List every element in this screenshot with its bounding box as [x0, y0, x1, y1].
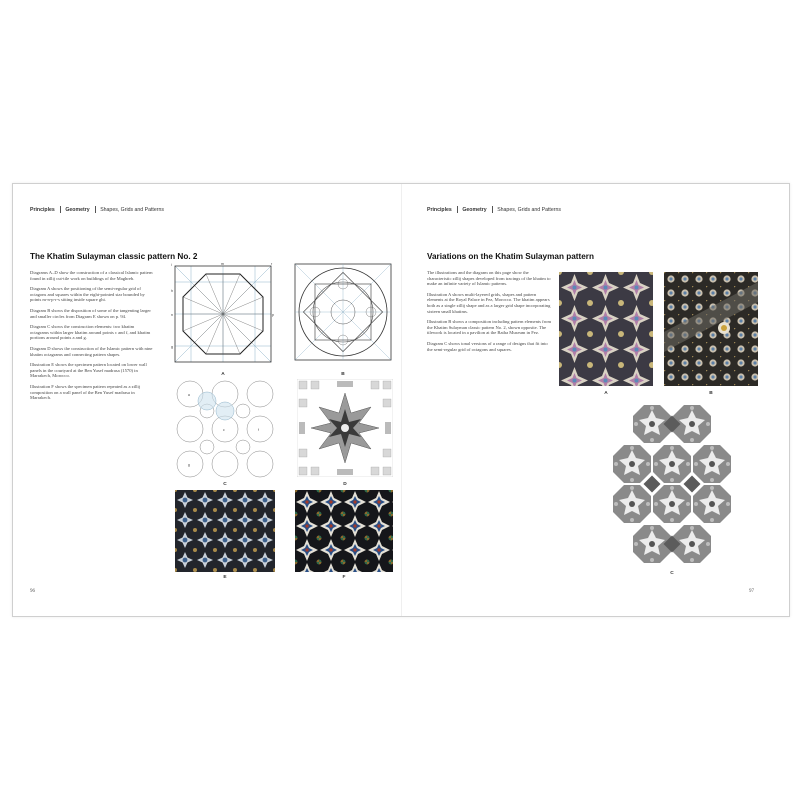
caption-d-left: D	[343, 482, 347, 487]
body-paragraph: Diagram D shows the construction of the Islamic pattern with nine khatim octagrams and connecting pattern shapes.	[30, 345, 153, 357]
breadcrumb-geometry: Geometry	[65, 206, 90, 213]
caption-c-left: C	[223, 482, 227, 487]
svg-text:i: i	[171, 263, 172, 267]
svg-text:a: a	[188, 393, 190, 397]
caption-a-left: A	[221, 372, 225, 377]
breadcrumb-section: Shapes, Grids and Patterns	[497, 206, 561, 213]
gutter	[401, 184, 402, 616]
svg-text:h: h	[171, 289, 173, 293]
caption-b-left: B	[341, 372, 345, 377]
diagram-d	[297, 379, 393, 477]
illustration-f	[295, 490, 393, 572]
illustration-e	[175, 490, 275, 572]
svg-text:g: g	[188, 463, 190, 467]
breadcrumb-principles: Principles	[427, 206, 452, 213]
body-paragraph: The illustrations and the diagram on this page show the characteristic zillij shapes developed from tracings of the khatim to make an infinite variety of Islamic patterns.	[427, 270, 551, 287]
right-diagram-c	[611, 402, 733, 567]
diagram-c	[175, 379, 275, 479]
right-folio: 97	[749, 589, 754, 594]
body-paragraph: Diagram A shows the positioning of the semi-regular grid of octagons and squares within the eight-pointed star bounded by points m-n-p-r-s sitting inside square ghi.	[30, 286, 145, 303]
right-body-text	[427, 270, 551, 357]
right-breadcrumb	[427, 206, 561, 213]
diagram-b	[293, 262, 393, 366]
breadcrumb-section: Shapes, Grids and Patterns	[100, 206, 164, 213]
right-illustration-a	[559, 272, 653, 386]
caption-b-right: B	[709, 391, 713, 396]
body-paragraph: Illustration F shows the specimen pattern repeated as a zillij composition on a wall panel of the Ben Yusef madrasa in Marrakech.	[30, 383, 141, 401]
right-page-title: Variations on the Khatim Sulayman pattern	[427, 252, 594, 261]
svg-text:c: c	[223, 428, 225, 432]
left-body-text	[30, 270, 154, 406]
right-illustration-b	[664, 272, 758, 386]
caption-e-left: E	[223, 575, 227, 580]
svg-text:r: r	[271, 262, 273, 266]
left-folio: 96	[30, 589, 35, 594]
breadcrumb-geometry: Geometry	[462, 206, 487, 213]
svg-text:g: g	[171, 345, 173, 349]
body-paragraph: Diagram C shows tonal versions of a range of designs that fit into the semi-regular grid of octagons and squares.	[427, 340, 548, 352]
caption-c-right: C	[670, 571, 674, 576]
body-paragraph: Illustration A shows multi-layered grids, shapes and pattern elements at the Royal Palace in Fez, Morocco. The khatim appears both as a single zillij shape and as a larger grid shape incorporating sixteen small khatims.	[427, 291, 551, 314]
left-page-title: The Khatim Sulayman classic pattern No. 2	[30, 252, 198, 261]
book-spread	[12, 183, 790, 617]
body-paragraph: Illustration E shows the specimen pattern located on lower wall panels in the courtyard at the Ben Yusef madrasa (1570) in Marrakech, Morocco.	[30, 362, 147, 379]
svg-text:p: p	[272, 313, 274, 317]
caption-f-left: F	[342, 575, 346, 580]
svg-text:n: n	[171, 313, 173, 317]
body-paragraph: Diagram C shows the construction elements: two khatim octagrams within larger khatim around points c and f, and khatim portions around points a and g.	[30, 324, 151, 341]
caption-a-right: A	[604, 391, 608, 396]
svg-text:m: m	[221, 262, 224, 266]
diagram-a	[171, 262, 275, 370]
body-paragraph: Diagram B shows the disposition of some of the tangenting larger and smaller circles from Diagram E shown on p. 94.	[30, 307, 151, 319]
body-paragraph: Diagrams A–D show the construction of a classical Islamic pattern found in zillij cut-tile work on buildings of the Maghreb.	[30, 270, 153, 281]
breadcrumb-principles: Principles	[30, 206, 55, 213]
left-breadcrumb	[30, 206, 164, 213]
svg-text:f: f	[258, 428, 259, 432]
body-paragraph: Illustration B shows a composition including pattern elements from the Khatim Sulayman classic pattern No. 2, shown opposite. The tilework is located in a pavilion at the Batha Museum in Fez.	[427, 319, 552, 336]
